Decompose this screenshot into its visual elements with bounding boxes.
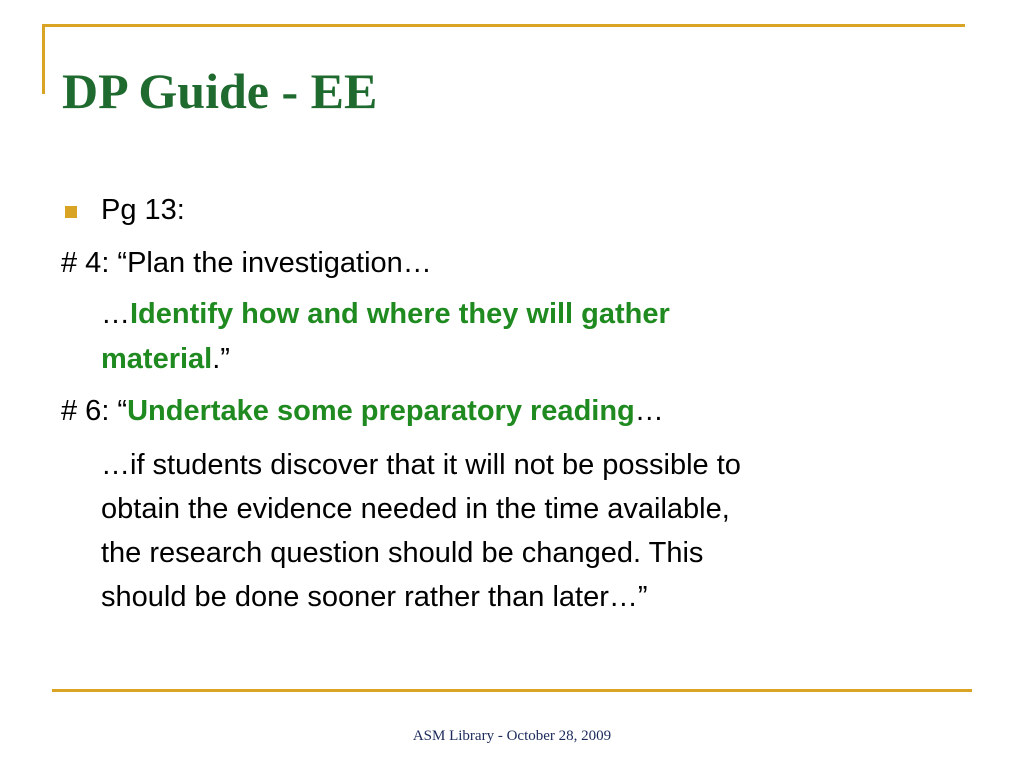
item-4-subtext-line-2 [101, 342, 230, 377]
top-frame-rule [43, 24, 965, 27]
item-6-prefix: # 6: “ [61, 395, 128, 427]
item-4-emphasis-line-1: Identify how and where they will gather [130, 298, 670, 330]
item-4-ellipsis: … [101, 298, 130, 330]
square-bullet-icon [65, 206, 77, 218]
item-6-quote-line-1: …if students discover that it will not be possible to [101, 449, 741, 481]
footer-rule [52, 689, 972, 692]
item-6-quote-line-3: the research question should be changed. This [101, 537, 704, 569]
slide-title: DP Guide - EE [62, 63, 378, 119]
left-frame-rule [42, 24, 45, 94]
item-6-suffix: … [634, 395, 664, 427]
bullet-item-pg13: Pg 13: [101, 194, 185, 226]
item-4-heading: # 4: “Plan the investigation… [61, 247, 432, 279]
item-6-quote-line-4: should be done sooner rather than later…” [101, 581, 648, 613]
item-6-quote-line-2: obtain the evidence needed in the time available, [101, 493, 730, 525]
item-4-closing-quote: .” [212, 343, 230, 375]
item-4-emphasis-line-2: material [101, 343, 213, 375]
item-6-emphasis: Undertake some preparatory reading [127, 395, 635, 427]
item-6-heading [61, 394, 664, 429]
slide-footer: ASM Library - October 28, 2009 [412, 728, 612, 744]
item-4-subtext-line-1 [101, 297, 670, 332]
